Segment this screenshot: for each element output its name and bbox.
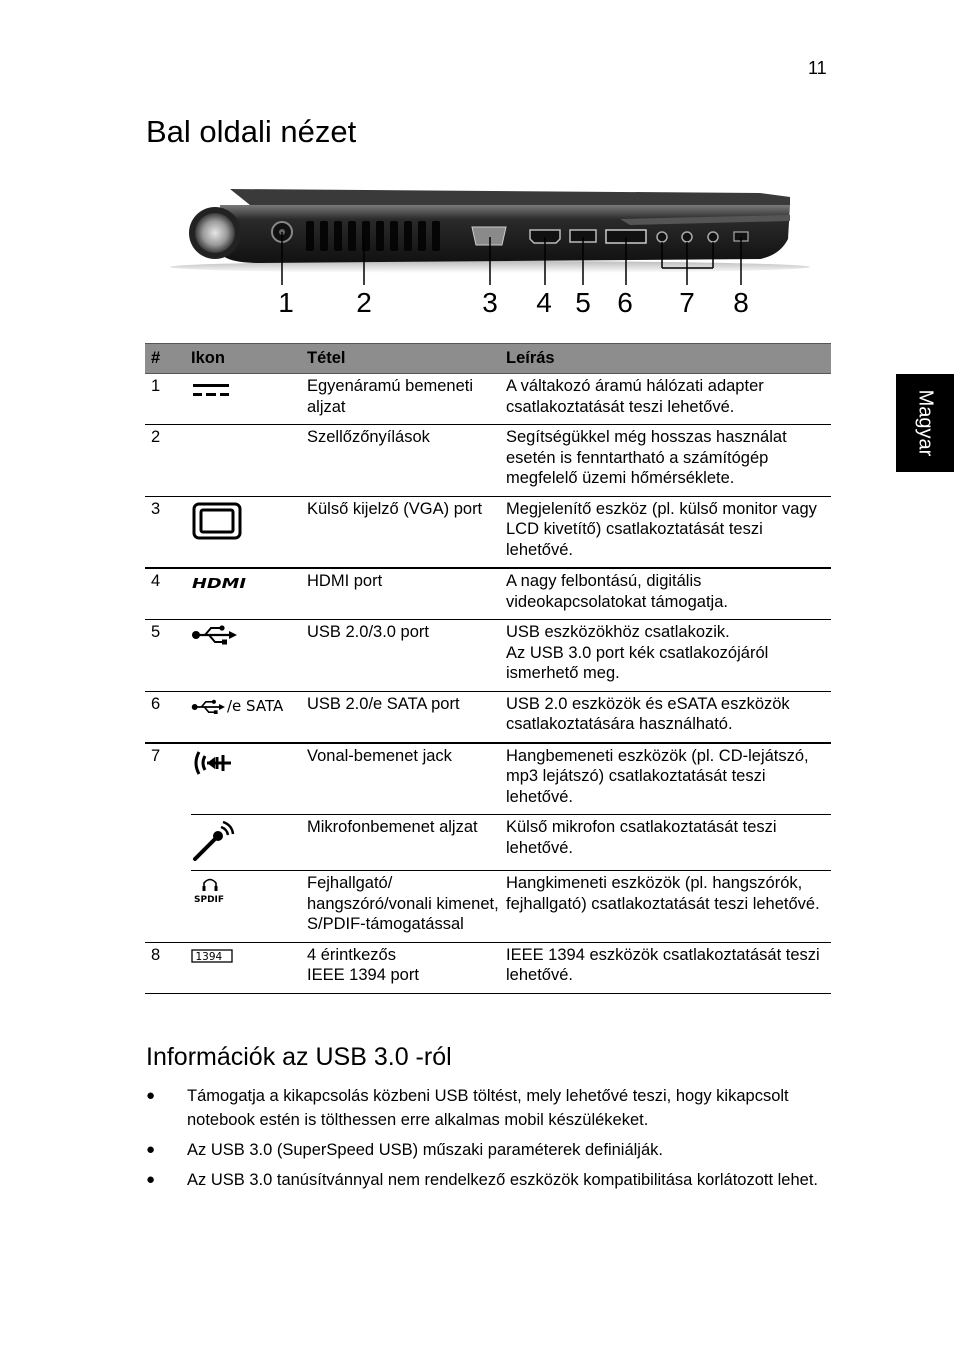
list-item-text: Az USB 3.0 (SuperSpeed USB) műszaki paraméterek definiálják. — [187, 1141, 663, 1159]
table-row — [145, 568, 831, 620]
bullet-icon: ● — [146, 1171, 156, 1188]
callout-6: 6 — [617, 287, 633, 318]
row-icon-cell — [191, 743, 307, 815]
vga-monitor-icon — [191, 501, 307, 541]
row-item: Szellőzőnyílások — [307, 425, 506, 497]
ieee1394-icon — [191, 947, 307, 965]
line-in-jack — [657, 232, 667, 242]
list-item — [146, 1138, 826, 1162]
row-description: Megjelenítő eszköz (pl. külső monitor vagy LCD kivetítő) csatlakoztatását teszi lehetővé. — [506, 496, 831, 568]
row-number: 2 — [145, 425, 191, 497]
row-item: HDMI port — [307, 568, 506, 620]
table-row — [145, 374, 831, 425]
row-icon-cell — [191, 568, 307, 620]
row-description: Külső mikrofon csatlakoztatását teszi lehetővé. — [506, 815, 831, 871]
page-title: Bal oldali nézet — [146, 114, 357, 149]
language-side-tab — [896, 374, 954, 472]
header-icon: Ikon — [191, 344, 307, 374]
row-description: USB eszközökhöz csatlakozik. Az USB 3.0 port kék csatlakozójáról ismerhető meg. — [506, 620, 831, 692]
callout-1: 1 — [278, 287, 294, 318]
svg-text:1394: 1394 — [195, 950, 223, 963]
row-icon-cell — [191, 871, 307, 943]
header-description: Leírás — [506, 344, 831, 374]
row-icon-cell — [191, 691, 307, 743]
laptop-base — [220, 205, 790, 263]
esata-label: /e SATA — [227, 697, 284, 716]
header-number: # — [145, 344, 191, 374]
usb-esata-icon — [191, 696, 307, 718]
row-number: 6 — [145, 691, 191, 743]
row-item: Külső kijelző (VGA) port — [307, 496, 506, 568]
callout-5: 5 — [575, 287, 591, 318]
row-item: Egyenáramú bemeneti aljzat — [307, 374, 506, 425]
list-item-text: Támogatja a kikapcsolás közbeni USB töltést, mely lehetővé teszi, hogy kikapcsolt notebook estén is tölthessen erre alkalmas mobil készülékeket. — [187, 1087, 789, 1129]
usb-icon — [191, 624, 307, 646]
row-description: Hangbemeneti eszközök (pl. CD-lejátszó, mp3 lejátszó) csatlakoztatását teszi lehetővé. — [506, 743, 831, 815]
row-description: USB 2.0 eszközök és eSATA eszközök csatlakoztatására használható. — [506, 691, 831, 743]
laptop-left-side-illustration — [160, 175, 820, 325]
microphone-icon — [191, 819, 307, 863]
row-description: Hangkimeneti eszközök (pl. hangszórók, fejhallgató) csatlakoztatását teszi lehetővé. — [506, 871, 831, 943]
row-item: USB 2.0/3.0 port — [307, 620, 506, 692]
table-row — [145, 815, 831, 871]
table-row — [145, 691, 831, 743]
table-row — [145, 425, 831, 497]
table-row — [145, 743, 831, 815]
row-item: USB 2.0/e SATA port — [307, 691, 506, 743]
row-item: Vonal-bemenet jack — [307, 743, 506, 815]
usb-section-title: Információk az USB 3.0 -ról — [146, 1043, 452, 1071]
row-description: A váltakozó áramú hálózati adapter csatlakoztatását teszi lehetővé. — [506, 374, 831, 425]
table-row — [145, 942, 831, 993]
row-number: 1 — [145, 374, 191, 425]
vga-port — [472, 227, 506, 245]
table-row — [145, 620, 831, 692]
row-description: IEEE 1394 eszközök csatlakoztatását teszi lehetővé. — [506, 942, 831, 993]
row-icon-cell — [191, 425, 307, 497]
row-number: 5 — [145, 620, 191, 692]
row-item: Mikrofonbemenet aljzat — [307, 815, 506, 871]
callout-7: 7 — [679, 287, 695, 318]
row-icon-cell — [191, 815, 307, 871]
table-row — [145, 871, 831, 943]
usb-info-list — [146, 1084, 826, 1198]
table-header-row — [145, 344, 831, 374]
row-number — [145, 815, 191, 871]
hinge-cap — [195, 213, 235, 253]
row-icon-cell — [191, 942, 307, 993]
page-number: 11 — [808, 58, 827, 78]
list-item — [146, 1168, 826, 1192]
list-item-text: Az USB 3.0 tanúsítvánnyal nem rendelkező eszközök kompatibilitása korlátozott lehet. — [187, 1171, 818, 1189]
header-item: Tétel — [307, 344, 506, 374]
row-icon-cell — [191, 496, 307, 568]
line-in-icon — [191, 748, 307, 778]
row-icon-cell — [191, 374, 307, 425]
row-item: Fejhallgató/ hangszóró/vonali kimenet, S/PDIF-támogatással — [307, 871, 506, 943]
list-item — [146, 1084, 826, 1132]
row-description: Segítségükkel még hosszas használat esetén is fenntartható a számítógép megfelelő üzemi hőmérséklete. — [506, 425, 831, 497]
bullet-icon: ● — [146, 1141, 156, 1158]
bullet-icon: ● — [146, 1087, 156, 1104]
callout-8: 8 — [733, 287, 749, 318]
table-row — [145, 496, 831, 568]
row-description: A nagy felbontású, digitális videokapcsolatokat támogatja. — [506, 568, 831, 620]
language-side-tab-label: Magyar — [914, 389, 937, 457]
dc-in-icon — [191, 378, 307, 402]
headphone-jack — [708, 232, 718, 242]
callout-3: 3 — [482, 287, 498, 318]
row-number: 8 — [145, 942, 191, 993]
row-item: 4 érintkezős IEEE 1394 port — [307, 942, 506, 993]
ports-table — [145, 343, 831, 994]
callout-2: 2 — [356, 287, 372, 318]
callout-numbers — [278, 287, 749, 318]
svg-text:SPDIF: SPDIF — [194, 895, 225, 905]
headphone-spdif-icon — [191, 875, 307, 905]
row-number: 3 — [145, 496, 191, 568]
row-icon-cell — [191, 620, 307, 692]
row-number: 4 — [145, 568, 191, 620]
mic-jack — [682, 232, 692, 242]
row-number: 7 — [145, 743, 191, 815]
hdmi-icon — [191, 573, 307, 593]
svg-text:HDMI: HDMI — [192, 577, 247, 592]
row-number — [145, 871, 191, 943]
callout-4: 4 — [536, 287, 552, 318]
laptop-lid — [230, 189, 790, 205]
